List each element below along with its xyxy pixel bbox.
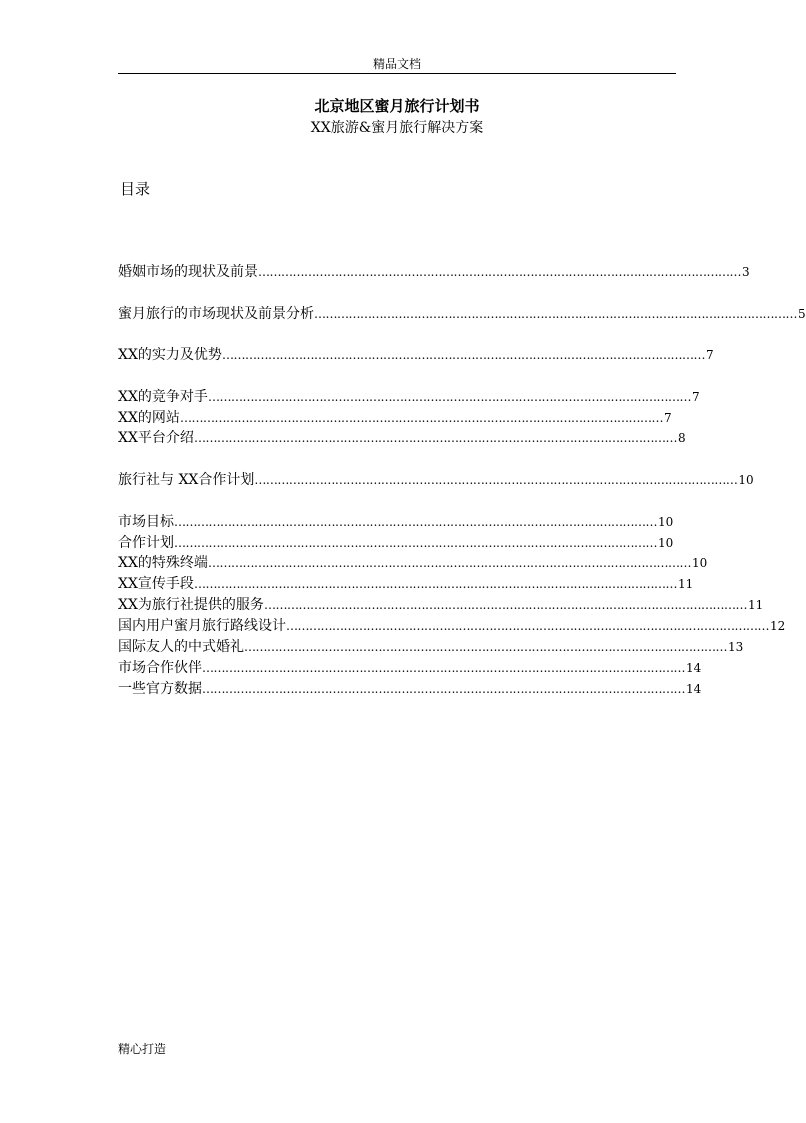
toc-entry[interactable] <box>118 658 702 678</box>
toc-entry-leader: ……………………………………………………………………………………………………………… <box>286 619 769 633</box>
toc-entry-label: 市场合作伙伴 <box>118 660 202 676</box>
toc-entry[interactable] <box>118 595 764 615</box>
toc-entry-page: 10 <box>658 536 674 550</box>
toc-entry-leader: ……………………………………………………………………………………………………………… <box>314 307 797 321</box>
toc-entry-label: XX的实力及优势 <box>118 347 222 363</box>
toc-entry-label: 合作计划 <box>118 535 174 551</box>
toc-entry-label: 市场目标 <box>118 514 174 530</box>
toc-entry[interactable] <box>118 345 714 365</box>
toc-entry-leader: ……………………………………………………………………………………………………………… <box>207 390 691 404</box>
toc-entry-label: 旅行社与 XX合作计划 <box>118 472 255 488</box>
toc-entry-label: 一些官方数据 <box>118 681 202 697</box>
toc-heading: 目录 <box>120 180 151 198</box>
toc-entry[interactable] <box>118 428 686 448</box>
toc-entry-label: 婚姻市场的现状及前景 <box>118 264 258 280</box>
page-footer: 精心打造 <box>118 1042 167 1056</box>
toc-entry[interactable] <box>118 470 754 490</box>
toc-entry-page: 10 <box>691 556 708 570</box>
toc-entry-label: 蜜月旅行的市场现状及前景分析 <box>118 306 314 322</box>
toc-entry[interactable] <box>118 616 786 636</box>
toc-entry-label: XX为旅行社提供的服务 <box>118 597 264 613</box>
toc-entry-leader: ……………………………………………………………………………………………………………… <box>193 431 677 445</box>
toc-entry-leader: ……………………………………………………………………………………………………………… <box>202 661 685 675</box>
toc-entry-page: 14 <box>686 682 702 696</box>
toc-entry-page: 3 <box>742 265 750 279</box>
toc-entry-page: 7 <box>705 348 714 362</box>
toc-entry-label: XX宣传手段 <box>118 576 194 592</box>
toc-entry-label: 国内用户蜜月旅行路线设计 <box>118 618 286 634</box>
document-title: 北京地区蜜月旅行计划书 <box>314 97 480 115</box>
toc-entry-page: 12 <box>770 619 786 633</box>
toc-entry-label: XX平台介绍 <box>118 430 194 446</box>
toc-entry-page: 14 <box>686 661 702 675</box>
toc-entry[interactable] <box>118 387 700 407</box>
page-header: 精品文档 <box>372 57 421 71</box>
toc-entry-page: 13 <box>728 640 744 654</box>
toc-entry-label: XX的特殊终端 <box>118 555 208 571</box>
document-subtitle: XX旅游&蜜月旅行解决方案 <box>310 120 484 136</box>
toc-entry[interactable] <box>118 304 806 324</box>
toc-entry-leader: ……………………………………………………………………………………………………………… <box>202 682 685 696</box>
toc-entry[interactable] <box>118 262 750 282</box>
toc-entry-leader: ……………………………………………………………………………………………………………… <box>244 640 727 654</box>
toc-entry-page: 7 <box>663 411 672 425</box>
toc-entry-leader: ……………………………………………………………………………………………………………… <box>174 536 657 550</box>
toc-entry-leader: ……………………………………………………………………………………………………………… <box>221 348 705 362</box>
toc-entry-page: 7 <box>691 390 700 404</box>
toc-entry[interactable] <box>118 574 694 594</box>
toc-entry-label: XX的竞争对手 <box>118 389 208 405</box>
toc-entry-leader: ……………………………………………………………………………………………………………… <box>263 598 747 612</box>
toc-entry[interactable] <box>118 408 672 428</box>
toc-entry[interactable] <box>118 512 674 532</box>
toc-entry-page: 11 <box>747 598 764 612</box>
toc-entry-page: 8 <box>677 431 686 445</box>
toc-entry-leader: ……………………………………………………………………………………………………………… <box>254 473 738 487</box>
toc-entry-leader: ……………………………………………………………………………………………………………… <box>179 411 663 425</box>
toc-entry-page: 10 <box>738 473 754 487</box>
toc-entry-label: 国际友人的中式婚礼 <box>118 639 244 655</box>
header-divider <box>118 73 676 74</box>
toc-entry-page: 5 <box>798 307 806 321</box>
toc-entry[interactable] <box>118 679 702 699</box>
toc-entry-leader: ……………………………………………………………………………………………………………… <box>193 577 677 591</box>
toc-entry[interactable] <box>118 553 708 573</box>
toc-entry-leader: ……………………………………………………………………………………………………………… <box>174 515 657 529</box>
toc-entry-page: 10 <box>658 515 674 529</box>
toc-entry-page: 11 <box>677 577 694 591</box>
toc-entry-leader: ……………………………………………………………………………………………………………… <box>258 265 741 279</box>
toc-entry-label: XX的网站 <box>118 410 180 426</box>
toc-entry-leader: ……………………………………………………………………………………………………………… <box>207 556 691 570</box>
toc-entry[interactable] <box>118 533 674 553</box>
toc-entry[interactable] <box>118 637 744 657</box>
